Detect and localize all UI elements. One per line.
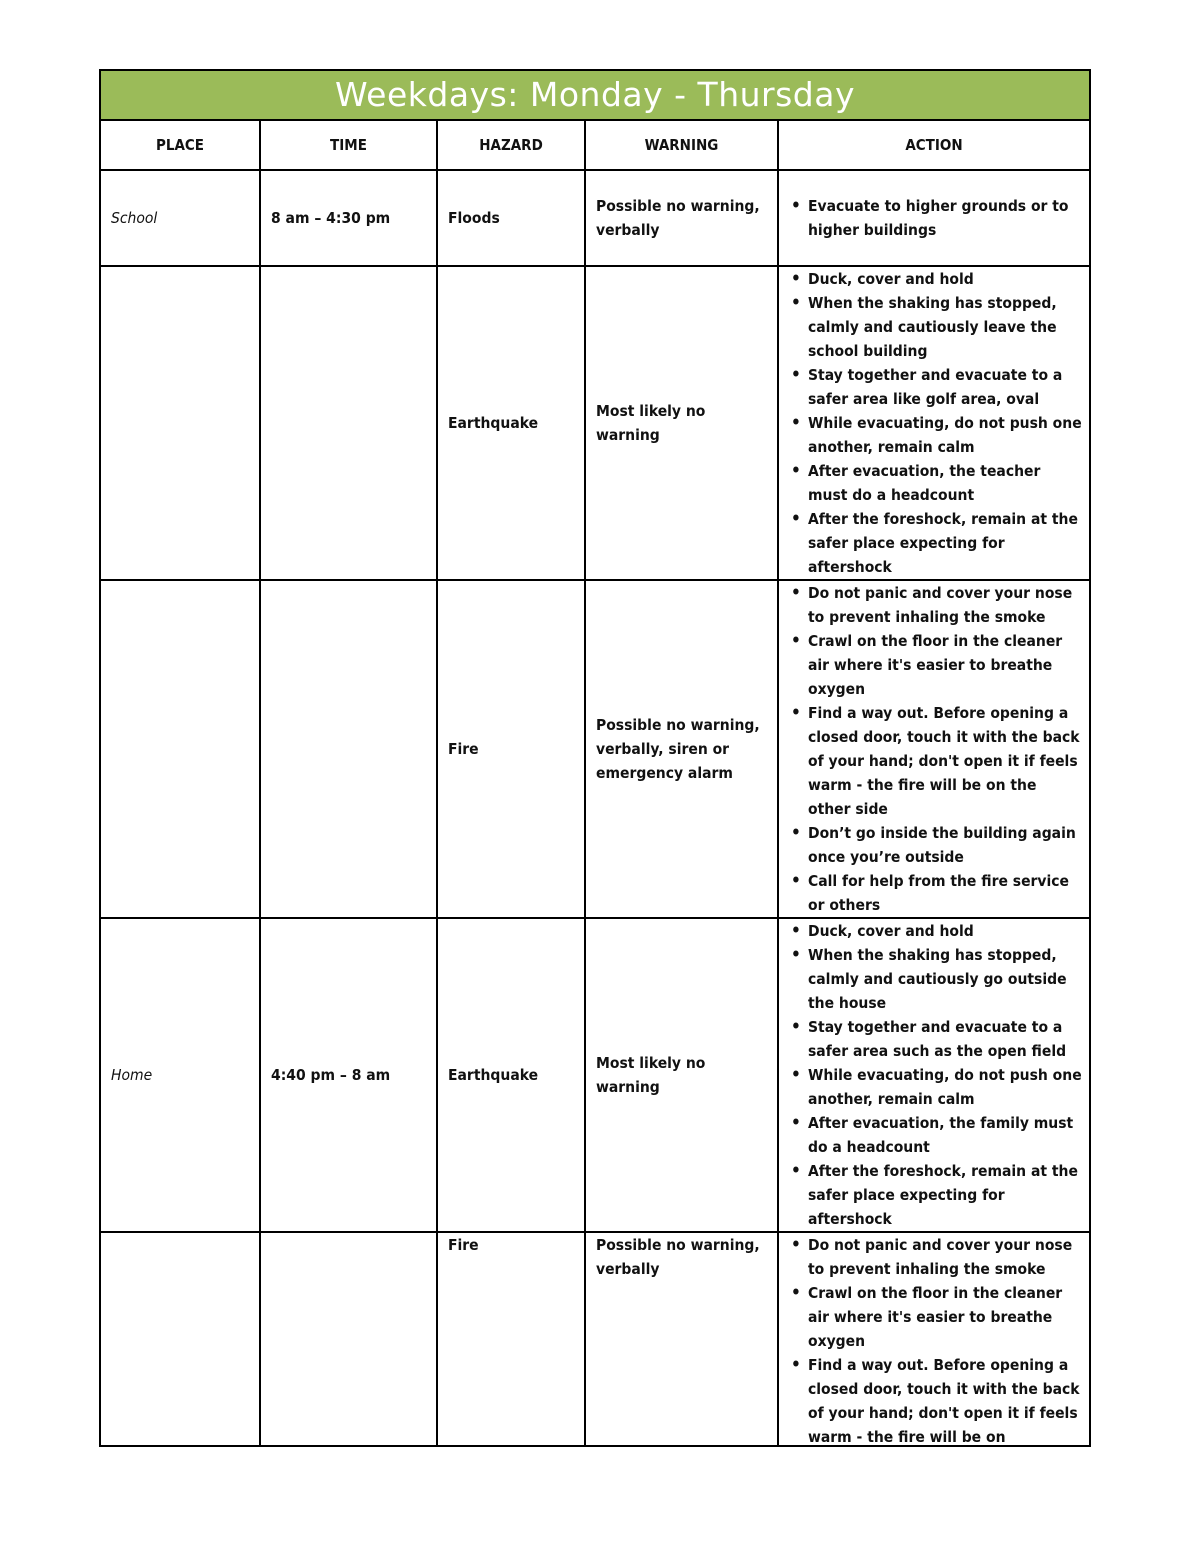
action-item: • Find a way out. Before opening a closed door, touch it with the back of your hand; don't open it if feels warm - the fire will be on [787,1353,1083,1445]
time-cell [260,1232,437,1446]
action-item: • After evacuation, the teacher must do a headcount [787,459,1083,507]
hazard-cell: Fire [437,1232,585,1446]
action-item: • Stay together and evacuate to a safer area like golf area, oval [787,363,1083,411]
action-item: • While evacuating, do not push one another, remain calm [787,411,1083,459]
action-item: • Do not panic and cover your nose to prevent inhaling the smoke [787,1233,1083,1281]
action-list [787,581,1083,917]
time-cell: 8 am – 4:30 pm [260,170,437,266]
warning-cell: Possible no warning, verbally [585,1232,778,1446]
action-item: • After the foreshock, remain at the safer place expecting for aftershock [787,507,1083,579]
action-clip [787,1233,1083,1445]
header-place: PLACE [100,120,260,170]
hazard-cell: Floods [437,170,585,266]
action-item: • Duck, cover and hold [787,919,1083,943]
emergency-plan-table [99,69,1091,1447]
table-title: Weekdays: Monday - Thursday [100,70,1090,120]
action-item: • Call for help from the fire service or others [787,869,1083,917]
action-item: • Evacuate to higher grounds or to higher buildings [787,194,1083,242]
action-cell [778,580,1090,918]
action-cell [778,266,1090,580]
action-cell [778,170,1090,266]
place-cell [100,580,260,918]
warning-cell: Possible no warning, verbally [585,170,778,266]
action-item: • When the shaking has stopped, calmly and cautiously go outside the house [787,943,1083,1015]
place-cell: School [100,170,260,266]
action-cell [778,918,1090,1232]
time-cell [260,266,437,580]
hazard-cell: Earthquake [437,918,585,1232]
table-row [100,170,1090,266]
action-item: • Crawl on the floor in the cleaner air where it's easier to breathe oxygen [787,629,1083,701]
action-item: • Don’t go inside the building again once you’re outside [787,821,1083,869]
header-warning: WARNING [585,120,778,170]
hazard-cell: Earthquake [437,266,585,580]
header-time: TIME [260,120,437,170]
action-list [787,919,1083,1231]
action-item: • Stay together and evacuate to a safer area such as the open field [787,1015,1083,1063]
warning-cell: Possible no warning, verbally, siren or emergency alarm [585,580,778,918]
header-row [100,120,1090,170]
action-list [787,1233,1083,1445]
table-row [100,580,1090,918]
time-cell: 4:40 pm – 8 am [260,918,437,1232]
action-item: • After the foreshock, remain at the safer place expecting for aftershock [787,1159,1083,1231]
table-row [100,266,1090,580]
place-cell: Home [100,918,260,1232]
action-item: • When the shaking has stopped, calmly and cautiously leave the school building [787,291,1083,363]
action-item: • Find a way out. Before opening a closed door, touch it with the back of your hand; don't open it if feels warm - the fire will be on the other side [787,701,1083,821]
hazard-cell: Fire [437,580,585,918]
action-cell [778,1232,1090,1446]
warning-cell: Most likely no warning [585,266,778,580]
action-item: • Duck, cover and hold [787,267,1083,291]
place-cell [100,1232,260,1446]
time-cell [260,580,437,918]
warning-cell: Most likely no warning [585,918,778,1232]
action-item: • While evacuating, do not push one another, remain calm [787,1063,1083,1111]
table-row [100,918,1090,1232]
action-list [787,194,1083,242]
header-action: ACTION [778,120,1090,170]
table-row [100,1232,1090,1446]
action-list [787,267,1083,579]
action-item: • After evacuation, the family must do a headcount [787,1111,1083,1159]
action-item: • Crawl on the floor in the cleaner air where it's easier to breathe oxygen [787,1281,1083,1353]
action-item: • Do not panic and cover your nose to prevent inhaling the smoke [787,581,1083,629]
place-cell [100,266,260,580]
header-hazard: HAZARD [437,120,585,170]
